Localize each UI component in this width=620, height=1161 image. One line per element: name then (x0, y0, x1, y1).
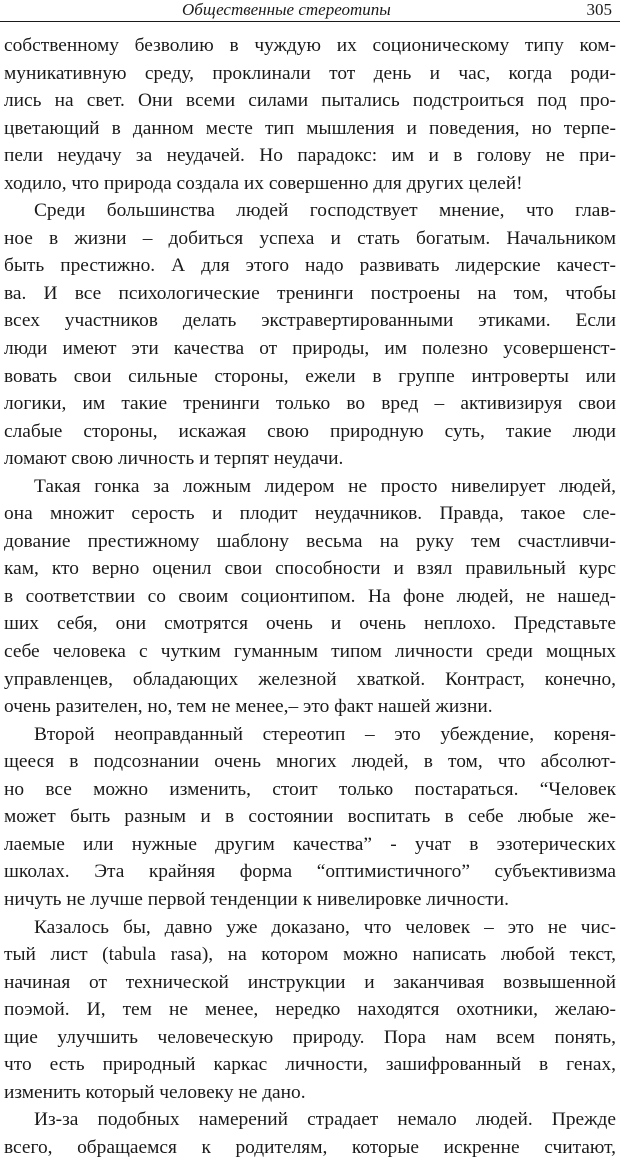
text-line: пели неудачу за неудачей. Но парадокс: им и в голову не при- (4, 145, 616, 167)
text-line: поэмой. И, тем не менее, нередко находятся охотники, желаю- (4, 999, 616, 1021)
text-line: лись на свет. Они всеми силами пытались подстроиться под про- (4, 90, 616, 112)
text-line: кам, кто верно оценил свои способности и взял правильный курс (4, 558, 616, 580)
text-line: муникативную среду, проклинали тот день и час, когда роди- (4, 62, 616, 84)
body-text (4, 32, 616, 1161)
running-title: Общественные стереотипы (182, 0, 391, 19)
text-line: щееся в подсознании очень многих людей, в том, что абсолют- (4, 751, 616, 773)
text-line: Такая гонка за ложным лидером не просто нивелирует людей, (34, 475, 616, 497)
text-line: может быть разным и в состоянии воспитать в себе любые же- (4, 806, 616, 828)
header-rule (0, 21, 620, 22)
text-line: вовать свои сильные стороны, ежели в группе интроверты или (4, 365, 616, 387)
text-line: Второй неоправданный стереотип – это убеждение, кореня- (34, 723, 616, 745)
text-line: логики, им такие тренинги только во вред – активизируя свои (4, 393, 616, 415)
text-line: всего, обращаемся к родителям, которые искренне считают, (4, 1136, 616, 1158)
text-line: школах. Эта крайняя форма “оптимистичного” субъективизма (4, 861, 616, 883)
text-line: Среди большинства людей господствует мнение, что глав- (34, 200, 616, 222)
text-line: начиная от технической инструкции и заканчивая возвышенной (4, 971, 616, 993)
text-line: тый лист (tabula rasa), на котором можно написать любой текст, (4, 944, 616, 966)
text-line: ходило, что природа создала их совершенно для других целей! (4, 172, 523, 194)
text-line: в соответствии со своим соционтипом. На фоне людей, не нашед- (4, 585, 616, 607)
text-line: щие улучшить человеческую природу. Пора нам всем понять, (4, 1026, 616, 1048)
text-line: цветающий в данном месте тип мышления и поведения, но терпе- (4, 117, 616, 139)
text-line: себе человека с чутким гуманным типом личности среди мощных (4, 641, 616, 663)
running-head (0, 0, 620, 22)
text-line: собственному безволию в чуждую их соционическому типу ком- (4, 35, 616, 56)
text-line: быть престижно. А для этого надо развивать лидерские качест- (4, 255, 616, 277)
text-line: ва. И все психологические тренинги построены на том, чтобы (4, 282, 616, 304)
page-number: 305 (586, 0, 612, 19)
text-line: Казалось бы, давно уже доказано, что человек – это не чис- (34, 916, 616, 938)
text-line: что есть природный каркас личности, зашифрованный в генах, (4, 1054, 616, 1076)
text-line: Из-за подобных намерений страдает немало людей. Прежде (34, 1109, 616, 1131)
text-line: люди имеют эти качества от природы, им полезно усовершенст- (4, 338, 616, 360)
text-line: лаемые или нужные другим качества” - учат в эзотерических (4, 833, 616, 855)
text-line: ших себя, они смотрятся очень и очень неплохо. Представьте (4, 613, 616, 635)
text-line: ломают свою личность и терпят неудачи. (4, 448, 344, 470)
text-line: слабые стороны, искажая свою природную суть, такие люди (4, 420, 616, 442)
text-line: всех участников делать экстравертированными этиками. Если (4, 310, 616, 332)
text-line: дование престижному шаблону весьма на руку тем счастливчи- (4, 530, 616, 552)
text-line: очень разителен, но, тем не менее,– это факт нашей жизни. (4, 696, 493, 718)
text-line: ничуть не лучше первой тенденции к нивелировке личности. (4, 888, 509, 910)
text-line: изменить который человеку не дано. (4, 1081, 306, 1103)
text-line: но все можно изменить, стоит только постараться. “Человек (4, 778, 616, 800)
text-line: ное в жизни – добиться успеха и стать богатым. Начальником (4, 227, 616, 249)
text-line: она множит серость и плодит неудачников. Правда, такое сле- (4, 503, 616, 525)
text-line: управленцев, обладающих железной хваткой. Контраст, конечно, (4, 668, 616, 690)
